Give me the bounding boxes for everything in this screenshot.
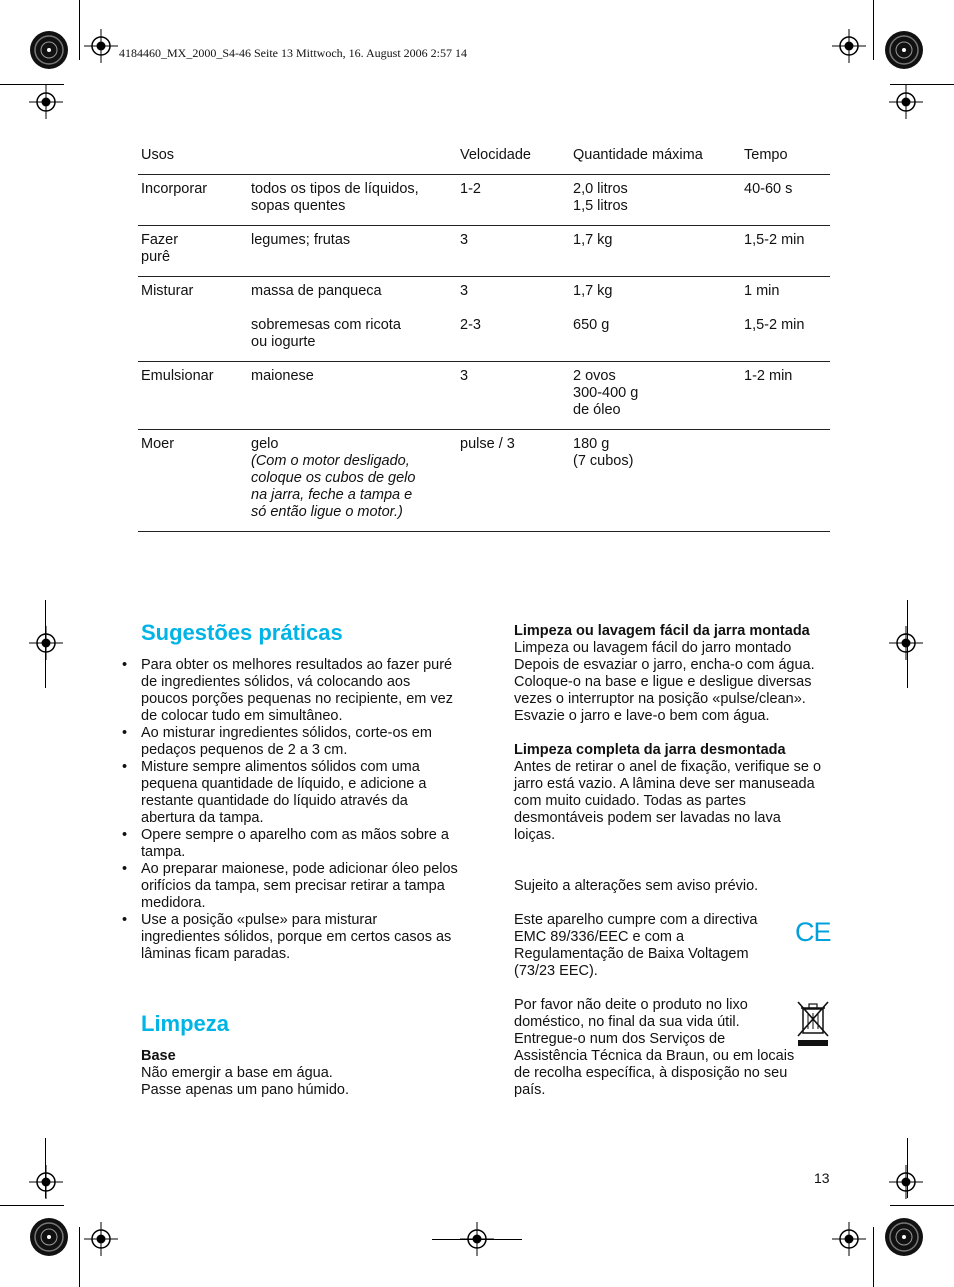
- bullet-icon: •: [122, 759, 128, 775]
- registration-mark-icon: [29, 1165, 63, 1199]
- trim-line: [45, 600, 46, 688]
- cell-item: todos os tipos de líquidos, sopas quentes: [251, 181, 419, 214]
- trim-line: [907, 600, 908, 688]
- bullet-icon: •: [122, 861, 128, 877]
- cell-quantity: 2,0 litros 1,5 litros: [573, 181, 628, 214]
- cell-use: Emulsionar: [141, 368, 214, 384]
- disposal-text: Por favor não deite o produto no lixo doméstico, no final da sua vida útil. Entregue-o num dos Serviços de Assistência Técnica da Braun, ou em locais de recolha específica, à disposição no seu país.: [514, 997, 795, 1098]
- base-heading: Base: [141, 1048, 176, 1064]
- cell-quantity: 180 g (7 cubos): [573, 436, 634, 469]
- table-row: [138, 175, 830, 226]
- cell-item-note: (Com o motor desligado, coloque os cubos de gelo na jarra, feche a tampa e só então ligue o motor.): [251, 453, 416, 520]
- cell-quantity: 1,7 kg: [573, 232, 613, 248]
- rosette-mark-icon: [29, 1217, 69, 1257]
- column-header-quantidade: Quantidade máxima: [573, 147, 703, 163]
- cell-use: Misturar: [141, 283, 194, 299]
- tips-heading: Sugestões práticas: [141, 620, 343, 645]
- crossed-bin-icon: [796, 1000, 830, 1048]
- trim-line: [45, 1138, 46, 1198]
- cell-item: sobremesas com ricota ou iogurte: [251, 317, 401, 350]
- table-row: [138, 430, 830, 532]
- registration-mark-icon: [29, 626, 63, 660]
- usage-table: [138, 140, 830, 532]
- rosette-mark-icon: [884, 30, 924, 70]
- easy-clean-text: Limpeza ou lavagem fácil do jarro montado Depois de esvaziar o jarro, encha-o com água. Coloque-o na base e ligue e desligue diversas vezes o interruptor na posição «pulse/clean». Esvazie o jarro e lave-o bem com água.: [514, 640, 815, 724]
- cell-use: Fazer purê: [141, 232, 179, 265]
- tips-list: [120, 657, 460, 963]
- list-item: • Use a posição «pulse» para misturar ingredientes sólidos, porque em certos casos as lâminas ficam paradas.: [122, 912, 452, 962]
- cell-quantity: 1,7 kg: [573, 283, 613, 299]
- notice-text: Sujeito a alterações sem aviso prévio.: [514, 878, 759, 894]
- full-clean-heading: Limpeza completa da jarra desmontada: [514, 742, 786, 758]
- registration-mark-icon: [889, 85, 923, 119]
- cell-speed: 2-3: [460, 317, 481, 333]
- compliance-text: Este aparelho cumpre com a directiva EMC 89/336/EEC e com a Regulamentação de Baixa Voltagem (73/23 EEC).: [514, 912, 758, 979]
- table-row: [138, 362, 830, 430]
- bullet-icon: •: [122, 725, 128, 741]
- list-item: • Ao preparar maionese, pode adicionar óleo pelos orifícios da tampa, sem precisar retirar a tampa medidora.: [122, 861, 458, 911]
- cell-item: gelo: [251, 436, 279, 452]
- registration-mark-icon: [29, 85, 63, 119]
- trim-line: [79, 0, 80, 60]
- base-text: Não emergir a base em água. Passe apenas um pano húmido.: [141, 1065, 349, 1098]
- bullet-icon: •: [122, 657, 128, 673]
- column-header-velocidade: Velocidade: [460, 147, 531, 163]
- trim-line: [873, 1227, 874, 1287]
- print-header: 4184460_MX_2000_S4-46 Seite 13 Mittwoch, 16. August 2006 2:57 14: [119, 46, 468, 60]
- cell-time: 40-60 s: [744, 181, 793, 197]
- registration-mark-icon: [889, 626, 923, 660]
- cell-time: 1-2 min: [744, 368, 793, 384]
- cell-speed: pulse / 3: [460, 436, 515, 452]
- page-number: 13: [814, 1170, 830, 1186]
- registration-mark-icon: [84, 1222, 118, 1256]
- column-header-usos: Usos: [141, 147, 175, 163]
- list-item: • Opere sempre o aparelho com as mãos sobre a tampa.: [122, 827, 449, 860]
- bullet-icon: •: [122, 912, 128, 928]
- cell-use: Moer: [141, 436, 175, 452]
- cell-item: massa de panqueca: [251, 283, 382, 299]
- bullet-icon: •: [122, 827, 128, 843]
- cell-item: maionese: [251, 368, 314, 384]
- registration-mark-icon: [832, 1222, 866, 1256]
- cleaning-heading: Limpeza: [141, 1011, 230, 1036]
- rosette-mark-icon: [884, 1217, 924, 1257]
- registration-mark-icon: [84, 29, 118, 63]
- cell-quantity: 2 ovos 300-400 g de óleo: [573, 368, 639, 418]
- table-header-row: [138, 140, 830, 175]
- rosette-mark-icon: [29, 30, 69, 70]
- cell-speed: 1-2: [460, 181, 481, 197]
- trim-line: [79, 1227, 80, 1287]
- trim-line: [907, 1138, 908, 1198]
- list-item: • Ao misturar ingredientes sólidos, corte-os em pedaços pequenos de 2 a 3 cm.: [122, 725, 432, 758]
- trim-line: [873, 0, 874, 60]
- cell-quantity: 650 g: [573, 317, 610, 333]
- cell-speed: 3: [460, 368, 469, 384]
- cell-time: 1,5-2 min: [744, 317, 805, 333]
- cell-speed: 3: [460, 232, 469, 248]
- easy-clean-heading: Limpeza ou lavagem fácil da jarra montada: [514, 623, 810, 639]
- registration-mark-icon: [832, 29, 866, 63]
- ce-mark-icon: CE: [795, 917, 831, 947]
- table-row: [138, 226, 830, 277]
- table-row: [138, 277, 830, 362]
- cell-time: 1 min: [744, 283, 780, 299]
- trim-line: [0, 1205, 64, 1206]
- registration-mark-icon: [889, 1165, 923, 1199]
- cell-speed: 3: [460, 283, 469, 299]
- trim-line: [890, 1205, 954, 1206]
- trim-line: [432, 1239, 522, 1240]
- cell-item: legumes; frutas: [251, 232, 351, 248]
- full-clean-text: Antes de retirar o anel de fixação, verifique se o jarro está vazio. A lâmina deve ser manuseada com muito cuidado. Todas as partes desmontáveis podem ser lavadas no lava loiças.: [514, 759, 822, 843]
- column-header-tempo: Tempo: [744, 147, 788, 163]
- list-item: • Misture sempre alimentos sólidos com uma pequena quantidade de líquido, e adicione a restante quantidade do líquido através da abertura da tampa.: [122, 759, 427, 826]
- list-item: • Para obter os melhores resultados ao fazer puré de ingredientes sólidos, vá colocando aos poucos porções pequenas no recipiente, em vez de colocar tudo em simultâneo.: [122, 657, 453, 724]
- cell-use: Incorporar: [141, 181, 208, 197]
- cell-time: 1,5-2 min: [744, 232, 805, 248]
